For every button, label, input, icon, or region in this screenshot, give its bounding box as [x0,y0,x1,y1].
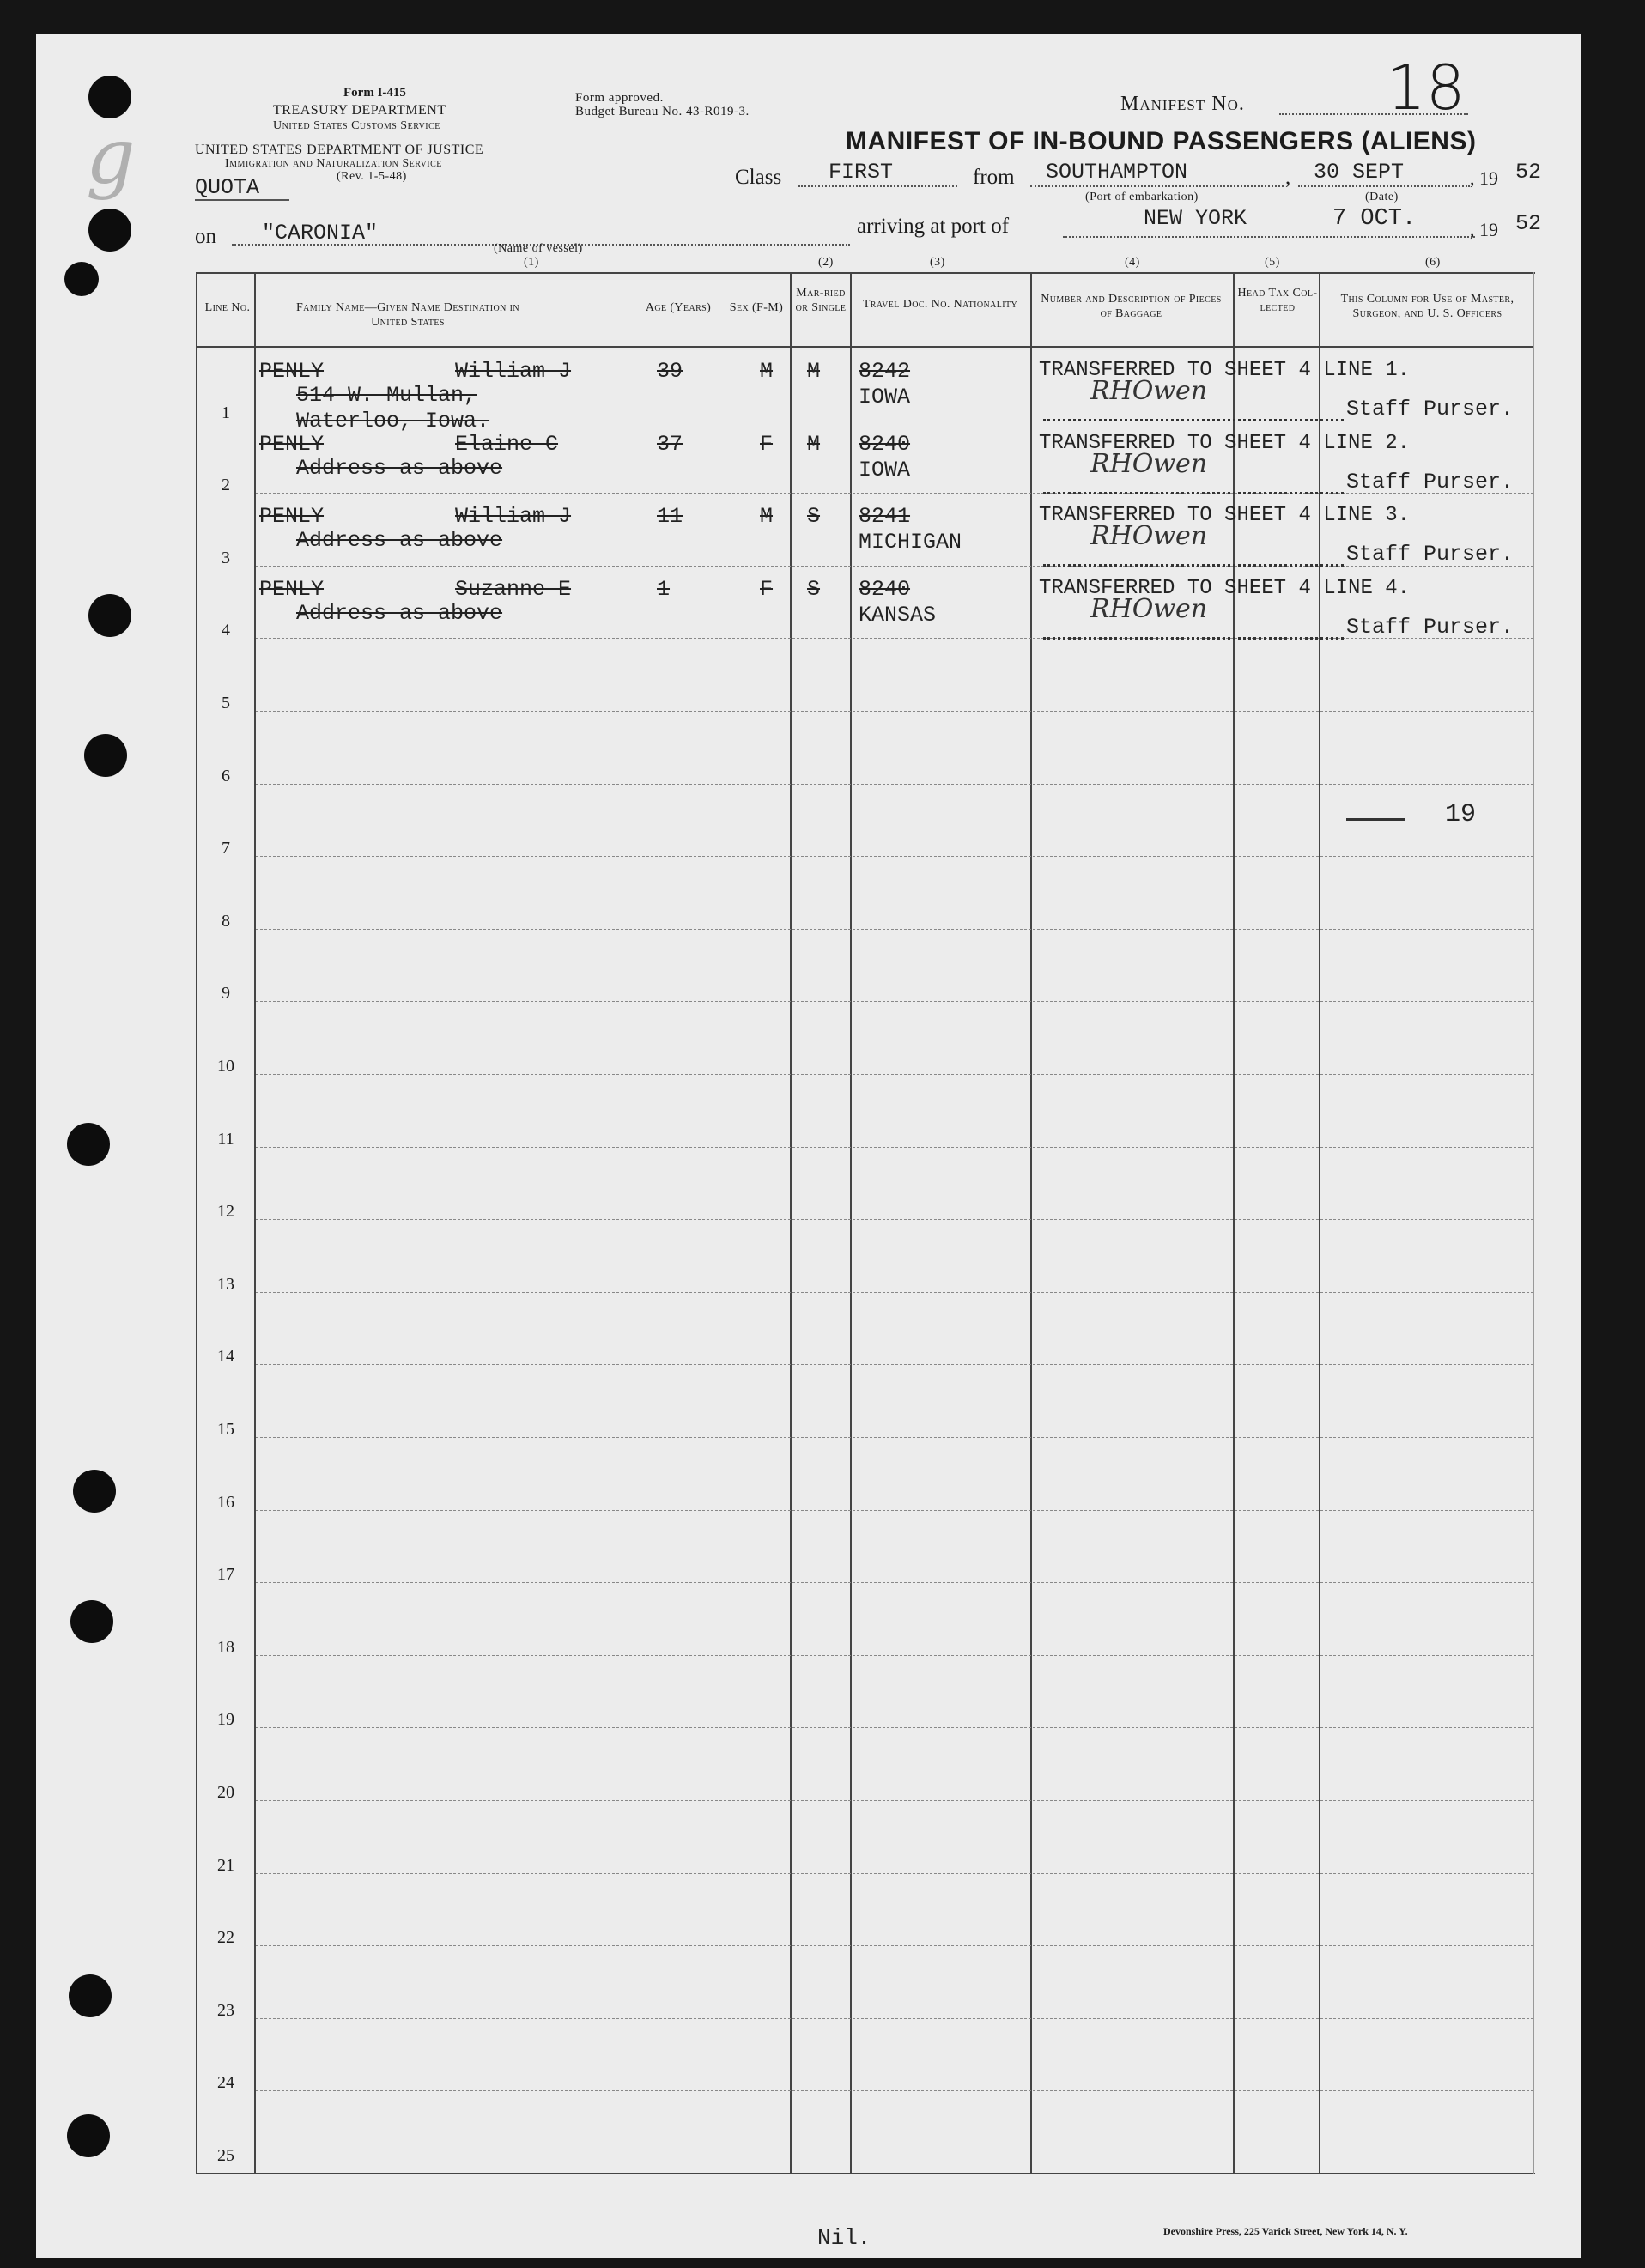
line-number: 22 [217,1928,234,1948]
vline [1319,272,1320,2174]
customs-service: United States Customs Service [273,119,440,132]
binder-hole [64,262,99,296]
row-line [256,1219,1533,1220]
line-number: 5 [222,694,230,713]
row-line [256,784,1533,785]
purser-title: Staff Purser. [1346,469,1514,494]
address-line-1: Address as above [296,528,503,554]
comma: , [1285,166,1291,189]
table-right-edge [1533,272,1534,2174]
sex: F [760,431,774,457]
arrival-port: NEW YORK [1144,206,1247,231]
address-line-1: 514 W. Mullan, [296,383,477,408]
line-number: 20 [217,1783,234,1802]
port-embark-label: (Port of embarkation) [1085,191,1199,203]
line-number: 14 [217,1347,234,1367]
line-number: 21 [217,1855,234,1875]
side-note: 19 [1445,800,1477,829]
line-number: 16 [217,1492,234,1512]
age: 37 [657,431,683,457]
col-sex: Sex (F-M) [729,301,784,314]
arrival-year: 52 [1515,211,1542,236]
family-name: PENLY [259,576,325,602]
ins: Immigration and Naturalization Service [225,157,442,170]
dot-leader [1043,637,1344,640]
row-line [256,1074,1533,1075]
purser-title: Staff Purser. [1346,542,1514,567]
manifest-number: 18 [1387,52,1466,124]
line-number: 12 [217,1202,234,1222]
arrival-date: 7 OCT. [1332,206,1417,232]
travel-doc-no: 8240 [859,431,911,457]
line-number: 24 [217,2073,234,2093]
treasury-dept: TREASURY DEPARTMENT [273,103,446,118]
departure-year: 52 [1515,160,1542,185]
quota-label: QUOTA [195,175,260,200]
row-line [256,1292,1533,1293]
on-label: on [195,225,216,248]
col-head-tax: Head Tax Col-lected [1237,287,1318,314]
binder-hole [84,734,127,777]
travel-doc-no: 8242 [859,359,911,384]
col-married: Mar-ried or Single [795,287,847,314]
address-line-2: Waterloo, Iowa. [296,409,490,434]
transfer-note: TRANSFERRED TO SHEET 4 LINE 1. [1039,359,1411,382]
col-number-3: (3) [930,256,945,269]
line-number: 1 [222,403,230,422]
form-number: Form I-415 [343,86,406,100]
line-number: 6 [222,766,230,785]
line-number: 2 [222,476,230,495]
address-line-1: Address as above [296,600,503,626]
pencil-mark: g [86,112,136,202]
line-number: 18 [217,1637,234,1657]
col-travel-doc: Travel Doc. No. Nationality [862,298,1018,311]
dot-leader [1043,492,1344,494]
nationality: MICHIGAN [859,530,962,555]
purser-title: Staff Purser. [1346,397,1514,421]
age: 11 [657,504,683,530]
married: M [807,431,821,457]
row-line [256,2090,1533,2091]
transfer-note: TRANSFERRED TO SHEET 4 LINE 4. [1039,576,1411,600]
budget-bureau: Budget Bureau No. 43-R019-3. [575,105,750,118]
class-line [798,185,957,187]
col-age: Age (Years) [645,301,712,314]
transfer-note: TRANSFERRED TO SHEET 4 LINE 2. [1039,431,1411,455]
row-line [256,1873,1533,1874]
binder-hole [70,1600,113,1643]
address-line-1: Address as above [296,455,503,481]
married: S [807,576,821,602]
row-line [256,929,1533,930]
line-number: 10 [217,1057,234,1076]
row-line [256,856,1533,857]
family-name: PENLY [259,504,325,530]
col-number-5: (5) [1265,256,1280,269]
row-line [256,711,1533,712]
row-line [256,1582,1533,1583]
form-approved: Form approved. [575,91,664,105]
sex: F [760,576,774,602]
row-line [256,1001,1533,1002]
col-number-4: (4) [1125,256,1140,269]
given-name: William J [455,504,572,530]
vessel-name: "CARONIA" [262,221,379,246]
purser-signature: RHOwen [1090,448,1208,479]
row-line [256,2018,1533,2019]
age: 39 [657,359,683,384]
line-number: 15 [217,1420,234,1439]
nil-note: Nil. [817,2225,871,2251]
line-number: 11 [217,1129,234,1149]
col-officers: This Column for Use of Master, Surgeon, and U. S. Officers [1340,293,1514,320]
dot-leader [1043,419,1344,421]
row-line [256,1945,1533,1946]
age: 1 [657,576,671,602]
row-line [256,1437,1533,1438]
given-name: Elaine C [455,431,559,457]
date-line [1298,185,1470,187]
revision: (Rev. 1-5-48) [337,170,407,183]
binder-hole [67,2114,110,2157]
purser-signature: RHOwen [1090,376,1208,406]
vessel-label: (Name of vessel) [494,242,583,255]
col-number-1: (1) [524,256,539,269]
from-label: from [973,166,1015,189]
dash-mark [1346,818,1405,821]
purser-signature: RHOwen [1090,593,1208,624]
married: S [807,504,821,530]
printer-imprint: Devonshire Press, 225 Varick Street, New York 14, N. Y. [1163,2225,1408,2237]
year-prefix-2: , 19 [1470,219,1498,240]
row-line [256,1800,1533,1801]
row-line [256,1655,1533,1656]
nationality: KANSAS [859,602,937,628]
justice-dept: UNITED STATES DEPARTMENT OF JUSTICE [195,143,484,157]
line-number: 9 [222,984,230,1004]
vline [1233,272,1235,2174]
year-prefix: , 19 [1470,167,1498,189]
class-value: FIRST [829,160,894,185]
family-name: PENLY [259,431,325,457]
line-number: 13 [217,1274,234,1294]
sex: M [760,504,774,530]
col-line-no: Line No. [204,301,251,314]
row-line [256,1364,1533,1365]
col-number-6: (6) [1425,256,1441,269]
arrival-line [1063,236,1475,238]
married: M [807,359,821,384]
vline [1030,272,1032,2174]
nationality: IOWA [859,385,911,409]
departure-date: 30 SEPT [1314,160,1405,185]
binder-hole [88,594,131,637]
binder-hole [88,209,131,252]
travel-doc-no: 8240 [859,576,911,602]
vline [850,272,852,2174]
from-value: SOUTHAMPTON [1046,160,1188,185]
manifest-no-label: Manifest No. [1120,93,1245,115]
line-number: 19 [217,1710,234,1730]
purser-signature: RHOwen [1090,521,1208,552]
binder-hole [69,1974,112,2017]
binder-hole [67,1123,110,1166]
line-number: 23 [217,2000,234,2020]
family-name: PENLY [259,359,325,384]
line-number: 8 [222,911,230,931]
binder-hole [73,1470,116,1513]
class-label: Class [735,166,782,189]
travel-doc-no: 8241 [859,504,911,530]
line-number: 7 [222,839,230,858]
from-line [1030,185,1284,187]
quota-underline [195,199,289,201]
page-title: MANIFEST OF IN-BOUND PASSENGERS (ALIENS) [846,127,1477,155]
dot-leader [1043,564,1344,567]
sex: M [760,359,774,384]
date-label: (Date) [1365,191,1399,203]
line-number: 3 [222,548,230,567]
purser-title: Staff Purser. [1346,614,1514,640]
line-number: 17 [217,1565,234,1585]
col-name: Family Name—Given Name Destination in United States [295,301,519,329]
manifest-table [196,272,1535,2174]
header-divider [196,346,1533,348]
given-name: Suzanne E [455,576,572,602]
col-baggage: Number and Description of Pieces of Baggage [1041,293,1222,320]
nationality: IOWA [859,457,911,482]
vline [790,272,792,2174]
line-number: 25 [217,2146,234,2165]
row-line [256,1510,1533,1511]
line-number: 4 [222,621,230,640]
transfer-note: TRANSFERRED TO SHEET 4 LINE 3. [1039,504,1411,528]
arriving-label: arriving at port of [857,215,1010,238]
given-name: William J [455,359,572,384]
row-line [256,1727,1533,1728]
row-line [256,1147,1533,1148]
col-number-2: (2) [818,256,834,269]
